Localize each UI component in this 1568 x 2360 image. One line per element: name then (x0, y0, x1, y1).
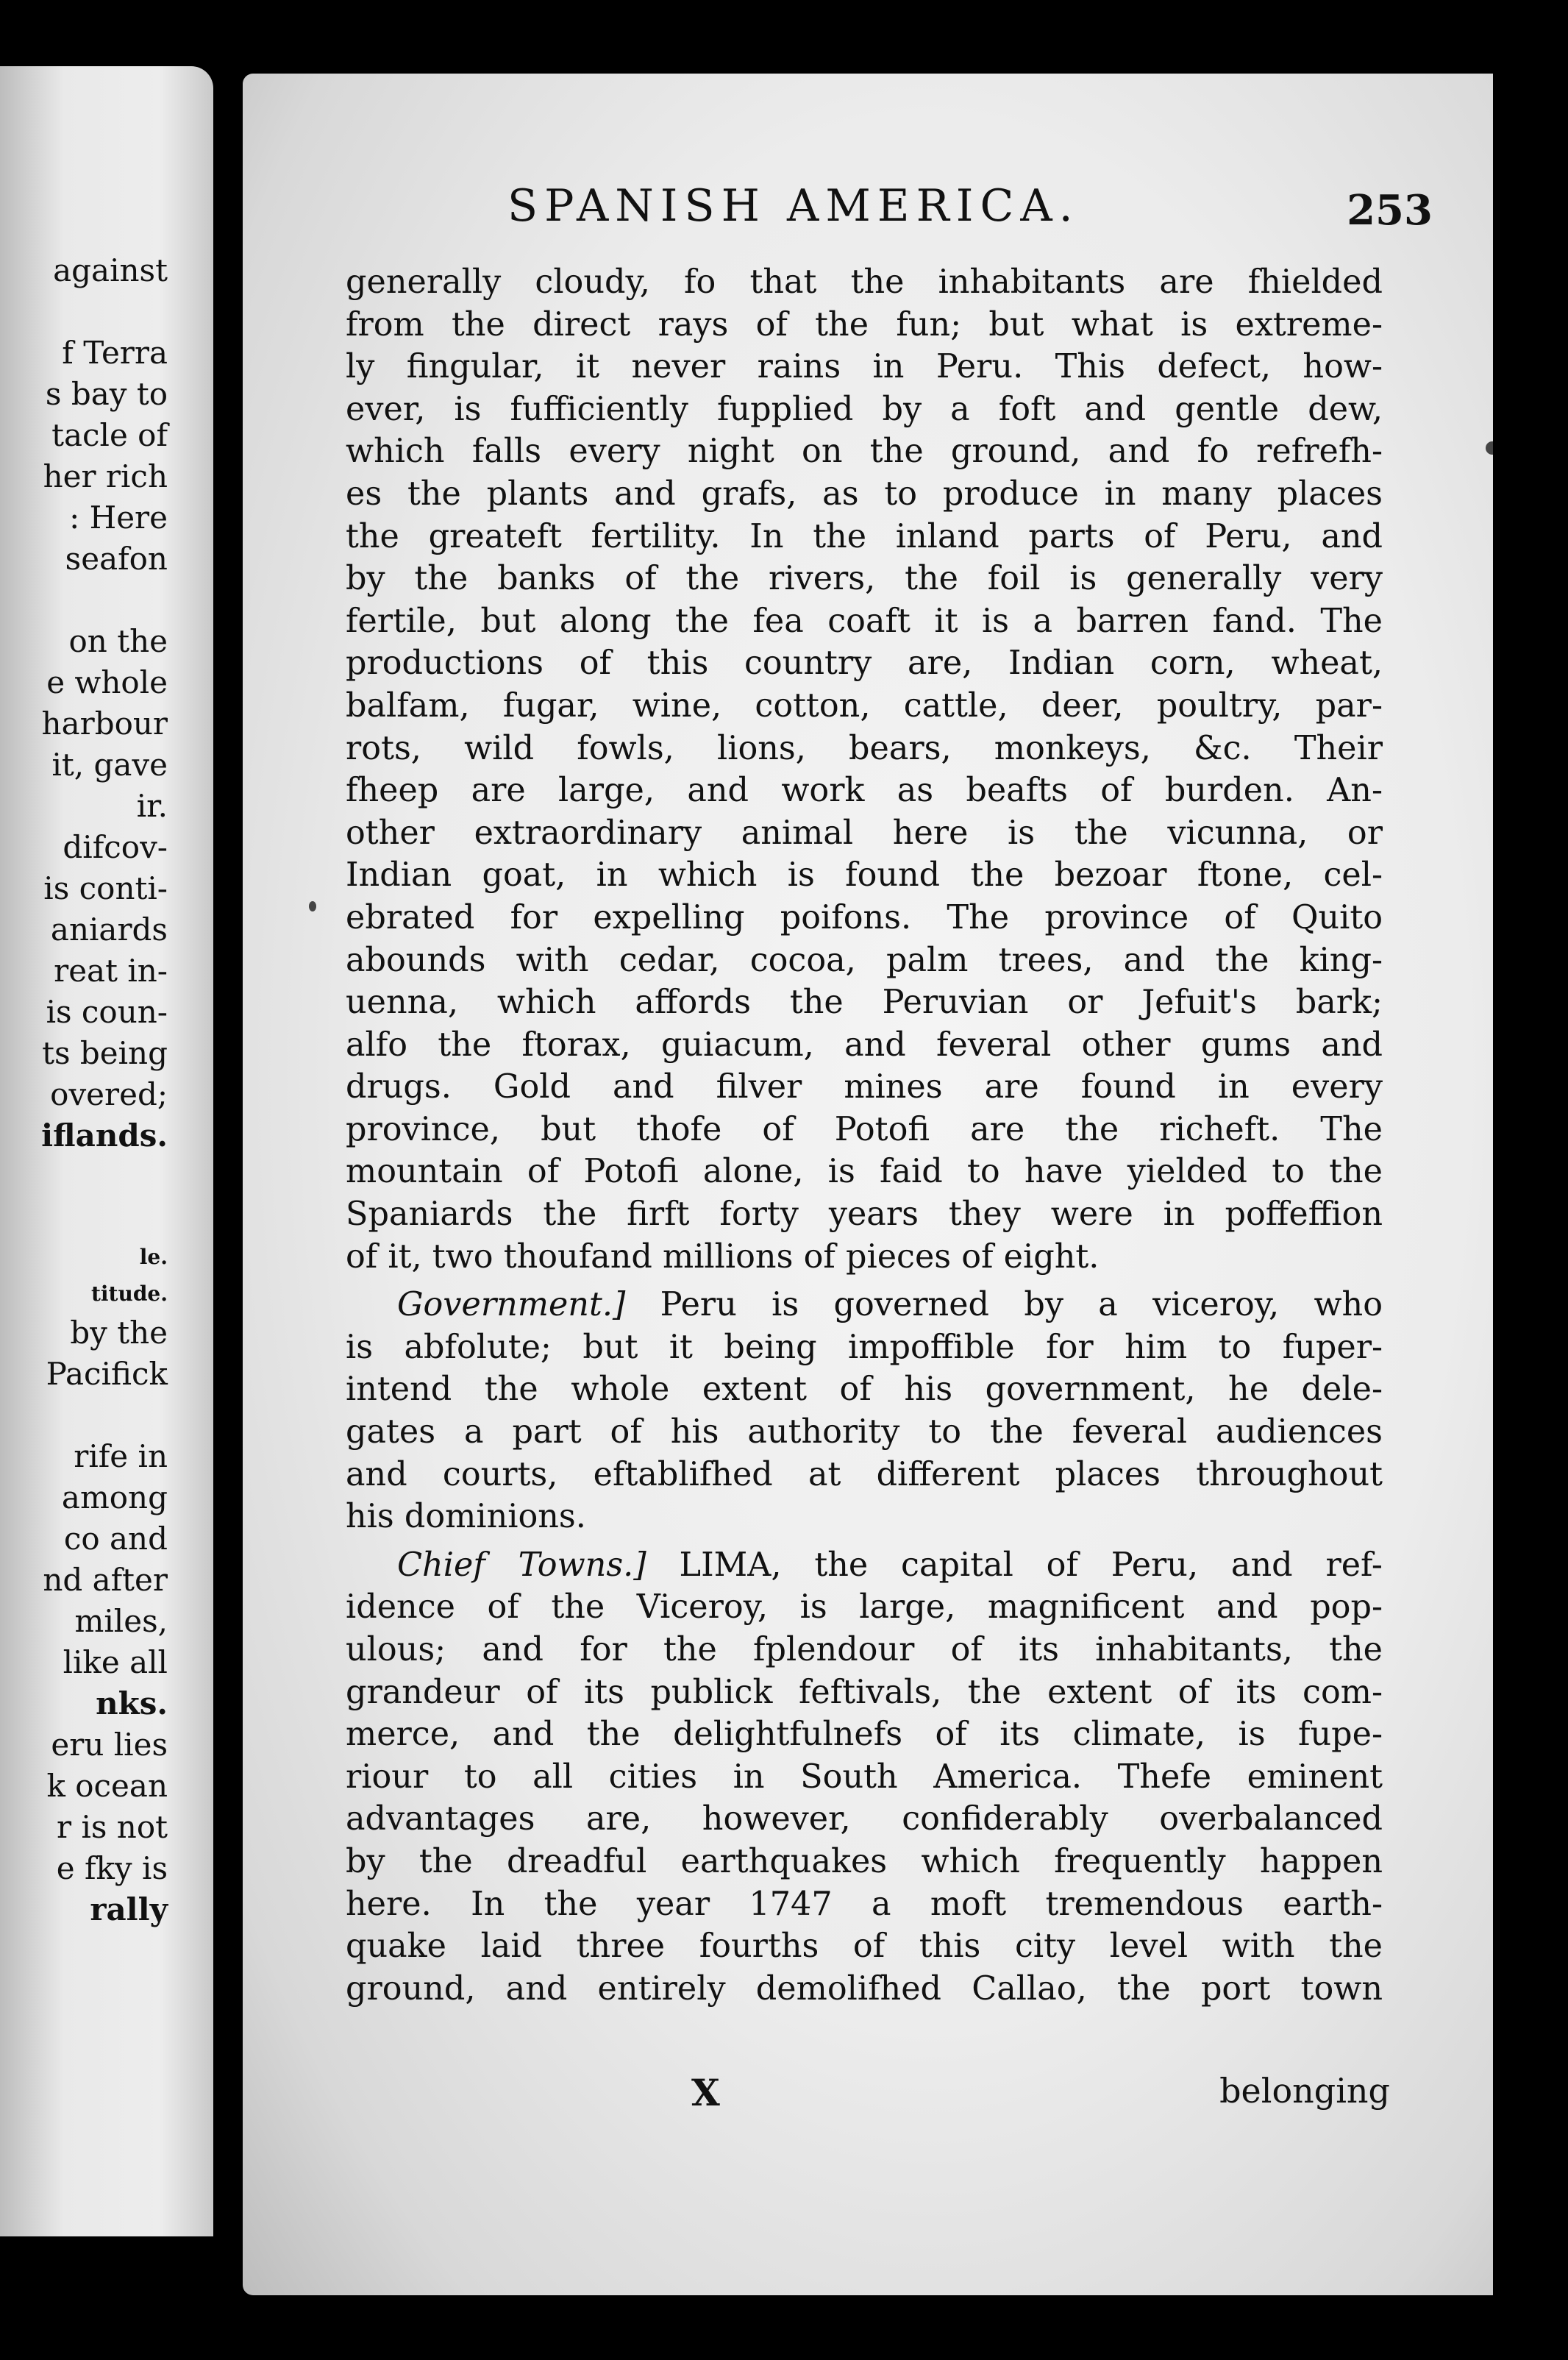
text-line: balfam, fugar, wine, cotton, cattle, deer, poultry, par- (346, 686, 1383, 725)
left-text-line: e fky is (56, 1850, 168, 1886)
text-line: merce, and the delightfulnefs of its climate, is fupe- (346, 1716, 1383, 1754)
left-text-line: : Here (69, 500, 168, 536)
left-text-line: reat in- (54, 953, 168, 989)
left-text-line: k ocean (46, 1768, 168, 1804)
text-line: ebrated for expelling poifons. The province of Quito (346, 898, 1383, 936)
left-page-text (0, 250, 213, 1930)
left-text-line: e whole (46, 664, 168, 700)
text-line: fheep are large, and work as beafts of burden. An- (346, 772, 1383, 810)
text-line: Indian goat, in which is found the bezoar ftone, cel- (346, 856, 1383, 895)
left-text-line: rife in (74, 1438, 168, 1474)
left-text-line: harbour (41, 705, 168, 742)
text-line: and courts, eftablifhed at different places throughout (346, 1455, 1383, 1493)
left-text-line: tacle of (51, 417, 168, 453)
left-text-line: ir. (136, 788, 168, 824)
text-line: es the plants and grafs, as to produce in many places (346, 475, 1383, 513)
text-line: drugs. Gold and filver mines are found in every (346, 1068, 1383, 1106)
text-line: advantages are, however, confiderably overbalanced (346, 1800, 1383, 1838)
text-line: of it, two thoufand millions of pieces of eight. (346, 1237, 1100, 1276)
text-line: idence of the Viceroy, is large, magnificent and pop- (346, 1588, 1383, 1627)
ink-blot (309, 901, 316, 911)
text-line: by the banks of the rivers, the foil is generally very (346, 560, 1383, 598)
text-line: generally cloudy, fo that the inhabitants are fhielded (346, 263, 1383, 301)
text-line: ulous; and for the fplendour of its inhabitants, the (346, 1631, 1383, 1668)
left-text-line: on the (68, 623, 168, 659)
text-line: intend the whole extent of his government, he dele- (346, 1371, 1383, 1409)
signature-mark: X (691, 2071, 720, 2114)
left-text-line (0, 291, 213, 333)
left-text-line: nd after (43, 1562, 168, 1598)
text-line: province, but thofe of Potofi are the richeft. The (346, 1110, 1383, 1148)
left-text-line: against (53, 252, 168, 288)
left-text-line: nks. (96, 1685, 168, 1721)
text-line: fertile, but along the fea coaft it is a barren fand. The (346, 602, 1383, 640)
left-text-line: miles, (74, 1603, 168, 1639)
left-text-line: r is not (57, 1809, 168, 1845)
text-line: is abfolute; but it being impoffible for him to fuper- (346, 1328, 1383, 1366)
text-line: his dominions. (346, 1498, 586, 1536)
left-text-line: overed; (50, 1076, 168, 1112)
left-text-line (0, 1395, 213, 1436)
left-text-line: is conti- (43, 870, 168, 906)
towns-paragraph-start: Chief Towns.] LIMA, the capital of Peru, and ref- (397, 1546, 1383, 1584)
text-line: which falls every night on the ground, and fo refrefh- (346, 433, 1383, 471)
page-number: 253 (1347, 186, 1433, 235)
left-text-line: among (61, 1479, 168, 1515)
left-text-line: le. (139, 1245, 168, 1269)
text-line: rots, wild fowls, lions, bears, monkeys, &c. Their (346, 729, 1383, 767)
left-text-line: seafon (65, 541, 168, 577)
left-text-line: titude. (90, 1282, 168, 1306)
text-line: from the direct rays of the fun; but what is extreme- (346, 305, 1383, 344)
left-text-line: co and (63, 1521, 168, 1557)
left-text-line: it, gave (51, 747, 168, 783)
left-text-line: difcov- (63, 829, 168, 865)
text-line: productions of this country are, Indian corn, wheat, (346, 644, 1383, 683)
ink-blot (1486, 441, 1493, 455)
text-line: grandeur of its publick feftivals, the extent of its com- (346, 1673, 1383, 1711)
left-text-line (0, 1156, 213, 1198)
text-line: the greateft fertility. In the inland parts of Peru, and (346, 517, 1383, 555)
text-line: alfo the ftorax, guiacum, and feveral other gums and (346, 1026, 1383, 1064)
left-text-line: ts being (42, 1035, 168, 1071)
page-footer (243, 2071, 1493, 2122)
text-line: uenna, which affords the Peruvian or Jefuit's bark; (346, 984, 1383, 1022)
left-text-line: rally (90, 1891, 168, 1927)
text-line: ly fingular, it never rains in Peru. This defect, how- (346, 348, 1383, 386)
text-line: ever, is fufficiently fupplied by a foft and gentle dew, (346, 390, 1383, 428)
catchword: belonging (1219, 2071, 1390, 2111)
left-text-line (0, 1198, 213, 1239)
left-text-line: Pacifick (46, 1356, 168, 1392)
text-line: gates a part of his authority to the feveral audiences (346, 1413, 1383, 1451)
left-text-line: iflands. (41, 1117, 168, 1154)
text-line: Spaniards the firft forty years they were in poffeffion (346, 1195, 1383, 1234)
body-text (346, 261, 1383, 2010)
left-text-line: aniards (50, 911, 168, 948)
government-paragraph-start: Government.] Peru is governed by a viceroy, who (397, 1286, 1383, 1324)
text-line: ground, and entirely demolifhed Callao, the port town (346, 1969, 1383, 2008)
government-side-head: Government.] (397, 1286, 626, 1324)
left-text-line: like all (63, 1644, 168, 1680)
text-line: riour to all cities in South America. Thefe eminent (346, 1757, 1383, 1796)
towns-side-head: Chief Towns.] (397, 1546, 646, 1584)
left-text-line (0, 580, 213, 621)
running-head (243, 180, 1493, 239)
text-line: abounds with cedar, cocoa, palm trees, and the king- (346, 941, 1383, 979)
left-text-line: by the (70, 1315, 168, 1351)
text-line: quake laid three fourths of this city level with the (346, 1927, 1383, 1966)
text-line: other extraordinary animal here is the vicunna, or (346, 814, 1383, 852)
page-gutter (213, 0, 243, 2360)
main-page (243, 74, 1493, 2295)
left-facing-page (0, 66, 213, 2236)
running-title: SPANISH AMERICA. (507, 180, 1080, 232)
left-text-line: her rich (43, 458, 168, 494)
text-line: here. In the year 1747 a moft tremendous earth- (346, 1885, 1383, 1923)
left-text-line: eru lies (51, 1727, 168, 1763)
left-text-line: s bay to (45, 376, 168, 412)
left-text-line: is coun- (46, 994, 168, 1030)
left-text-line: f Terra (62, 335, 168, 371)
text-line: by the dreadful earthquakes which frequently happen (346, 1842, 1383, 1880)
text-line: mountain of Potofi alone, is faid to have yielded to the (346, 1153, 1383, 1191)
